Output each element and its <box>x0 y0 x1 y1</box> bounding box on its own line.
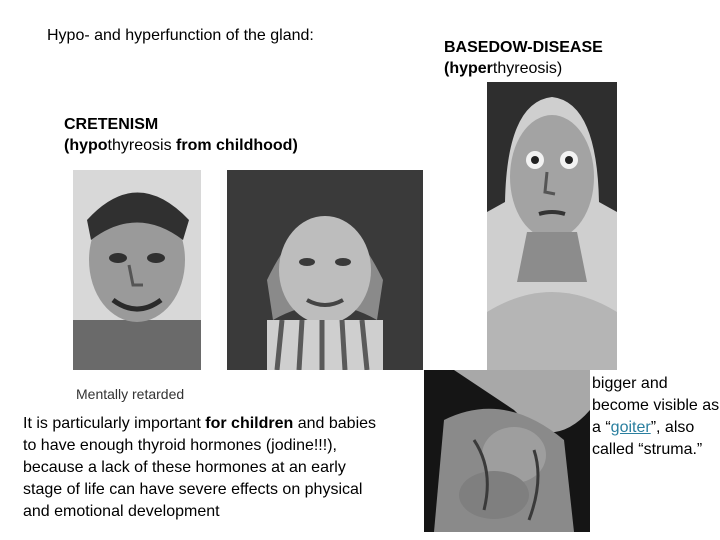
cretenism-heading <box>64 114 394 156</box>
photo-caption: Mentally retarded <box>76 386 185 402</box>
basedow-title: BASEDOW-DISEASE <box>444 39 603 56</box>
cretenism-photo-2 <box>227 170 423 370</box>
slide-title: Hypo- and hyperfunction of the gland: <box>47 27 314 44</box>
goiter-photo <box>424 370 590 532</box>
cretenism-photo-1 <box>73 170 201 370</box>
body-paragraph: It is particularly important for children and babies to have enough thyroid hormones (jodine!!!), because a lack of these hormones at an early stage of life can have severe effects on physical and emotional development <box>23 415 377 520</box>
basedow-subtitle: (hyperthyreosis) <box>444 60 563 77</box>
cretenism-title: CRETENISM <box>64 116 159 133</box>
goiter-description: bigger and become visible as a “goiter”, also called “struma.” <box>592 375 720 458</box>
basedow-photo <box>487 82 617 370</box>
cretenism-subtitle: (hypothyreosis from childhood) <box>64 137 298 154</box>
basedow-heading <box>444 37 704 79</box>
goiter-link[interactable]: goiter <box>610 419 651 436</box>
